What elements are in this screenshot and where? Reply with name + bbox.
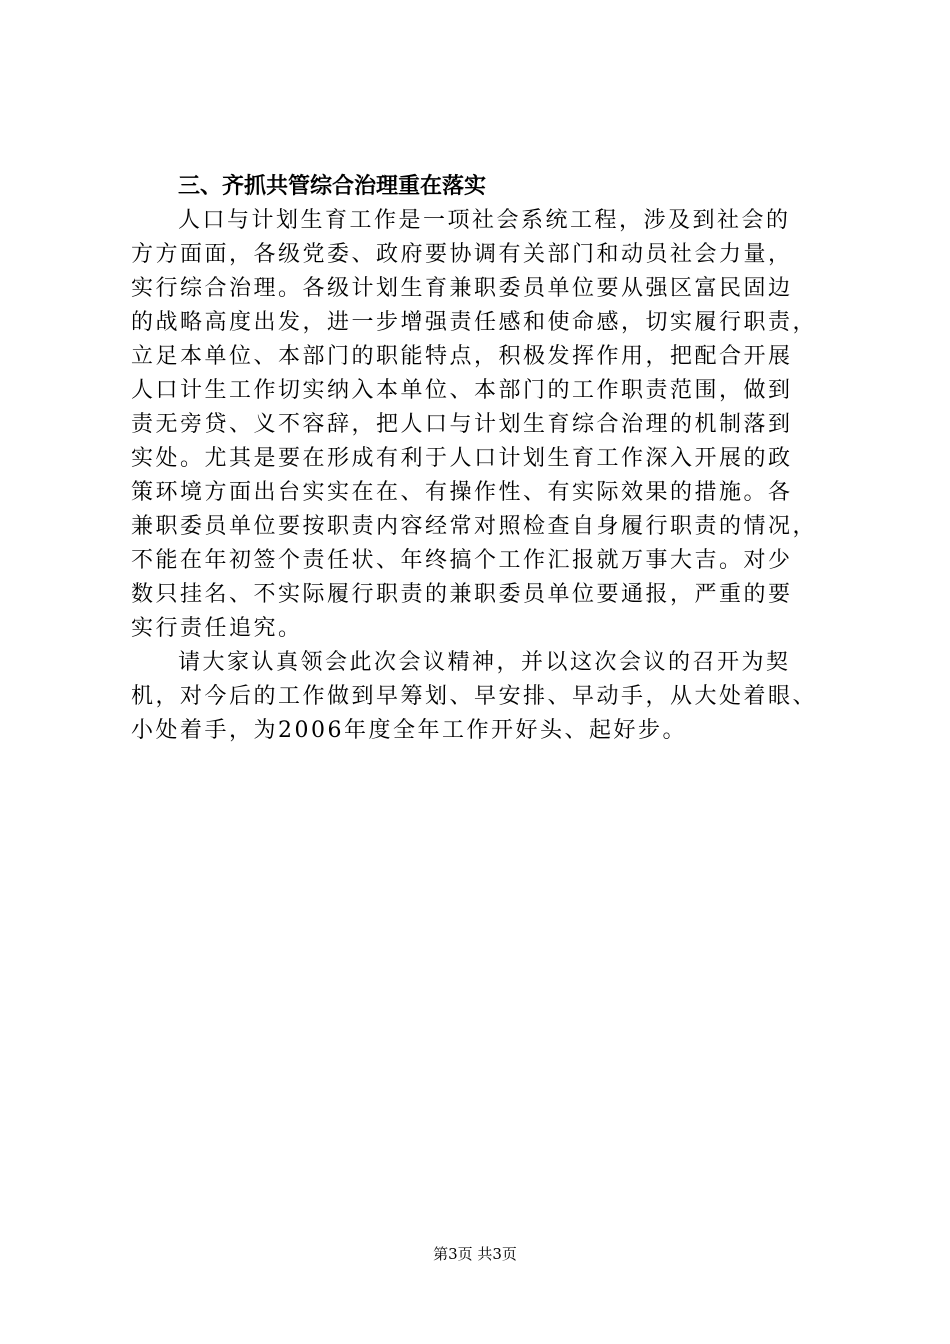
paragraph-line: 不能在年初签个责任状、年终搞个工作汇报就万事大吉。对少 <box>131 548 793 573</box>
paragraph-line: 人口计生工作切实纳入本单位、本部门的工作职责范围，做到 <box>131 378 793 403</box>
paragraph-line: 责无旁贷、义不容辞，把人口与计划生育综合治理的机制落到 <box>131 412 793 437</box>
paragraph-line: 立足本单位、本部门的职能特点，积极发挥作用，把配合开展 <box>131 344 793 369</box>
paragraph-line: 方方面面，各级党委、政府要协调有关部门和动员社会力量， <box>131 242 793 267</box>
paragraph-line: 小处着手，为2006年度全年工作开好头、起好步。 <box>131 718 687 743</box>
paragraph-line: 实行责任追究。 <box>131 616 303 641</box>
paragraph-line: 的战略高度出发，进一步增强责任感和使命感，切实履行职责， <box>131 310 818 335</box>
paragraph-line: 数只挂名、不实际履行职责的兼职委员单位要通报，严重的要 <box>131 582 793 607</box>
paragraph-line: 实处。尤其是要在形成有利于人口计划生育工作深入开展的政 <box>131 446 793 471</box>
paragraph-line: 策环境方面出台实实在在、有操作性、有实际效果的措施。各 <box>131 480 793 505</box>
paragraph-line: 人口与计划生育工作是一项社会系统工程，涉及到社会的 <box>178 208 791 233</box>
paragraph-line: 机，对今后的工作做到早筹划、早安排、早动手，从大处着眼、 <box>131 684 818 709</box>
paragraph-line: 实行综合治理。各级计划生育兼职委员单位要从强区富民固边 <box>131 276 793 301</box>
section-heading: 三、齐抓共管综合治理重在落实 <box>178 174 487 199</box>
page-number-footer: 第3页 共3页 <box>433 1245 517 1263</box>
paragraph-line: 请大家认真领会此次会议精神，并以这次会议的召开为契 <box>178 650 791 675</box>
paragraph-line: 兼职委员单位要按职责内容经常对照检查自身履行职责的情况， <box>131 514 818 539</box>
